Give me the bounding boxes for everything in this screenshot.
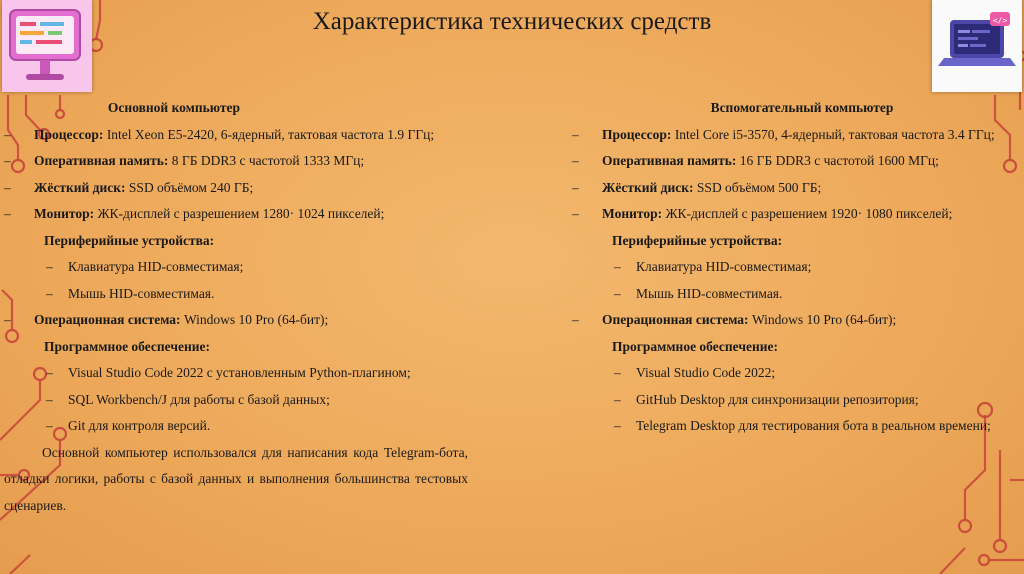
item-value: SSD объёмом 500 ГБ; xyxy=(693,179,822,195)
list-item xyxy=(4,175,468,202)
dash-marker: – xyxy=(46,285,53,301)
summary-paragraph: Основной компьютер использовался для написания кода Telegram-бота, отладки логики, работы с базой данных и выполнения большинства тестовых сценариев. xyxy=(4,444,468,513)
item-value: ЖК-дисплей с разрешением 1920· 1080 пикселей; xyxy=(662,206,953,221)
item-value: Intel Core i5-3570, 4-ядерный, тактовая частота 3.4 ГГц; xyxy=(671,126,995,142)
item-label: Жёсткий диск: xyxy=(34,179,126,195)
item-value: Intel Xeon E5-2420, 6-ядерный, тактовая частота 1.9 ГГц; xyxy=(103,126,435,142)
software-text: SQL Workbench/J для работы с базой данных; xyxy=(68,391,330,407)
dash-marker: – xyxy=(46,365,53,380)
peripheral-text: Мышь HID-совместимая. xyxy=(636,285,783,301)
item-value: 8 ГБ DDR3 с частотой 1333 МГц; xyxy=(168,153,365,168)
item-label: Оперативная память: xyxy=(34,153,169,168)
list-item xyxy=(572,201,1020,228)
dash-marker: – xyxy=(572,179,579,195)
secondary-computer-heading: Вспомогательный компьютер xyxy=(710,100,894,115)
dash-marker: – xyxy=(572,206,579,221)
list-item xyxy=(4,201,468,228)
item-label: Операционная система: xyxy=(602,312,749,327)
software-text: Git для контроля версий. xyxy=(68,418,211,433)
software-text: GitHub Desktop для синхронизации репозитория; xyxy=(636,391,919,407)
dash-marker: – xyxy=(614,418,621,433)
dash-marker: – xyxy=(614,391,621,407)
list-item xyxy=(4,307,468,334)
peripheral-text: Клавиатура HID-совместимая; xyxy=(68,259,244,274)
dash-marker: – xyxy=(572,312,579,327)
item-value: SSD объёмом 240 ГБ; xyxy=(125,179,254,195)
software-item xyxy=(4,360,468,387)
item-label: Жёсткий диск: xyxy=(602,179,694,195)
dash-marker: – xyxy=(4,153,11,168)
item-label: Монитор: xyxy=(602,206,663,221)
software-heading: Программное обеспечение: xyxy=(612,338,778,354)
item-label: Процессор: xyxy=(602,126,672,142)
dash-marker: – xyxy=(4,126,11,142)
dash-marker: – xyxy=(572,153,579,168)
dash-marker: – xyxy=(46,259,53,274)
dash-marker: – xyxy=(572,126,579,142)
list-item xyxy=(4,148,468,175)
peripheral-item xyxy=(4,254,468,281)
software-heading: Программное обеспечение: xyxy=(44,338,210,354)
dash-marker: – xyxy=(4,179,11,195)
software-text: Telegram Desktop для тестирования бота в реальном времени; xyxy=(636,418,991,433)
item-value: Windows 10 Pro (64-бит); xyxy=(748,312,897,327)
software-item xyxy=(572,413,1020,440)
software-text: Visual Studio Code 2022; xyxy=(636,365,776,380)
dash-marker: – xyxy=(4,206,11,221)
dash-marker: – xyxy=(614,285,621,301)
software-item xyxy=(4,387,468,414)
list-item xyxy=(4,122,468,149)
dash-marker: – xyxy=(614,259,621,274)
peripheral-item xyxy=(572,254,1020,281)
item-label: Оперативная память: xyxy=(602,153,737,168)
software-item xyxy=(572,387,1020,414)
item-value: 16 ГБ DDR3 с частотой 1600 МГц; xyxy=(736,153,939,168)
item-value: Windows 10 Pro (64-бит); xyxy=(180,312,329,327)
dash-marker: – xyxy=(46,418,53,433)
peripherals-heading: Периферийные устройства: xyxy=(44,232,215,248)
dash-marker: – xyxy=(46,391,53,407)
item-value: ЖК-дисплей с разрешением 1280· 1024 пикселей; xyxy=(94,206,385,221)
software-text: Visual Studio Code 2022 с установленным Python-плагином; xyxy=(68,365,411,380)
dash-marker: – xyxy=(614,365,621,380)
list-item xyxy=(572,122,1020,149)
list-item xyxy=(572,307,1020,334)
software-item xyxy=(572,360,1020,387)
item-label: Процессор: xyxy=(34,126,104,142)
dash-marker: – xyxy=(4,312,11,327)
peripheral-text: Мышь HID-совместимая. xyxy=(68,285,215,301)
list-item xyxy=(572,148,1020,175)
svg-text:</>: </> xyxy=(992,16,1008,25)
main-computer-column xyxy=(4,95,468,519)
list-item xyxy=(572,175,1020,202)
secondary-computer-column xyxy=(572,95,1020,440)
item-label: Монитор: xyxy=(34,206,95,221)
peripheral-item xyxy=(4,281,468,308)
software-item xyxy=(4,413,468,440)
main-computer-heading: Основной компьютер xyxy=(107,100,241,115)
item-label: Операционная система: xyxy=(34,312,181,327)
peripherals-heading: Периферийные устройства: xyxy=(612,232,783,248)
peripheral-text: Клавиатура HID-совместимая; xyxy=(636,259,812,274)
peripheral-item xyxy=(572,281,1020,308)
page-title: Характеристика технических средств xyxy=(312,8,712,35)
